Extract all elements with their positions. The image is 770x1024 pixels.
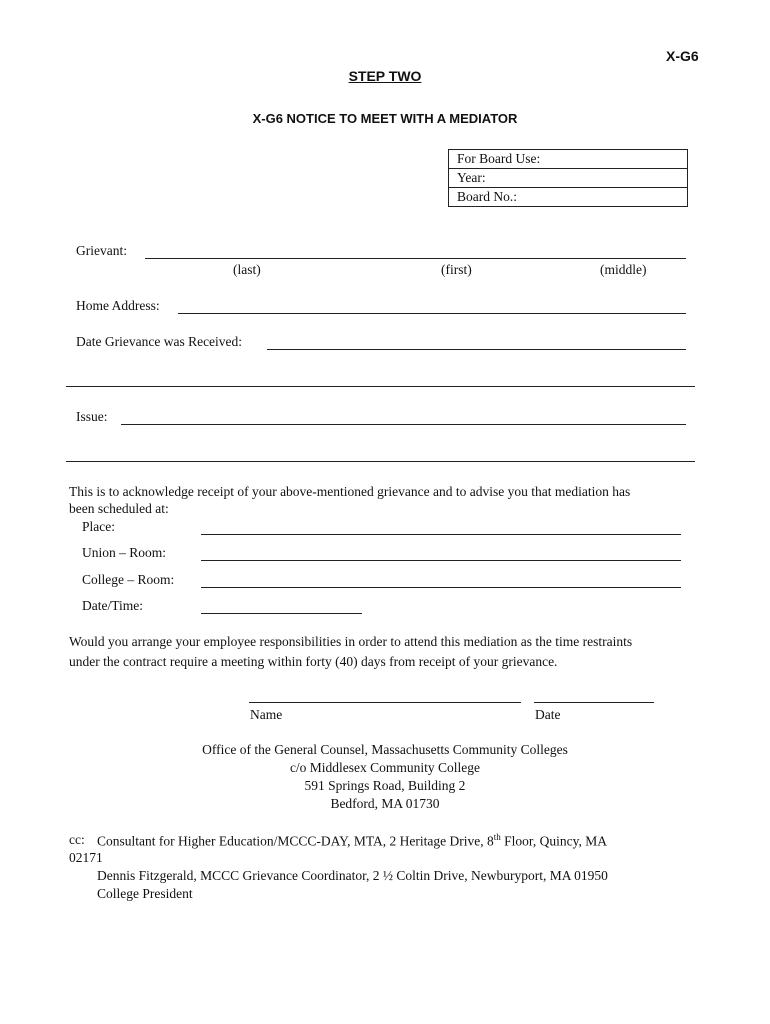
union-room-input-line[interactable]: [201, 560, 681, 561]
cc-line-1-cont: 02171: [69, 850, 103, 865]
name-signature-line[interactable]: [249, 702, 521, 703]
cc-label: cc:: [69, 832, 85, 847]
place-label: Place:: [82, 519, 115, 534]
section-divider: [66, 386, 695, 387]
office-line-1: Office of the General Counsel, Massachusetts Community Colleges: [202, 742, 568, 757]
board-number-field[interactable]: Board No.:: [457, 189, 517, 204]
date-time-input-line[interactable]: [201, 613, 362, 614]
date-received-input-line[interactable]: [267, 349, 686, 350]
arrange-text: Would you arrange your employee responsibilities in order to attend this mediation as the time restraints: [69, 634, 633, 649]
college-room-label: College – Room:: [82, 572, 175, 587]
grievant-input-line[interactable]: [145, 258, 686, 259]
office-line-3: 591 Springs Road, Building 2: [304, 778, 466, 793]
college-room-input-line[interactable]: [201, 587, 681, 588]
office-line-4: Bedford, MA 01730: [330, 796, 440, 811]
union-room-label: Union – Room:: [82, 545, 167, 560]
board-use-label: For Board Use:: [449, 150, 687, 169]
date-signature-line[interactable]: [534, 702, 654, 703]
cc-line-3: College President: [97, 886, 193, 901]
form-code: X-G6: [666, 48, 699, 64]
grievant-first-caption: (first): [441, 262, 472, 277]
grievant-label: Grievant:: [76, 243, 127, 258]
section-divider: [66, 461, 695, 462]
name-caption: Name: [250, 707, 283, 722]
date-time-label: Date/Time:: [82, 598, 144, 613]
issue-input-line[interactable]: [121, 424, 686, 425]
office-line-2: c/o Middlesex Community College: [289, 760, 481, 775]
date-caption: Date: [535, 707, 561, 722]
date-received-label: Date Grievance was Received:: [76, 334, 243, 349]
home-address-label: Home Address:: [76, 298, 160, 313]
issue-label: Issue:: [76, 409, 108, 424]
arrange-text-cont: under the contract require a meeting within forty (40) days from receipt of your grievance.: [69, 654, 558, 669]
grievant-middle-caption: (middle): [600, 262, 647, 277]
cc-line-1: Consultant for Higher Education/MCCC-DAY, MTA, 2 Heritage Drive, 8th Floor, Quincy, MA: [97, 832, 607, 849]
home-address-input-line[interactable]: [178, 313, 686, 314]
board-use-box: [448, 149, 688, 207]
page-title: X-G6 NOTICE TO MEET WITH A MEDIATOR: [252, 111, 518, 126]
acknowledge-text-cont: been scheduled at:: [69, 501, 169, 516]
grievant-last-caption: (last): [233, 262, 261, 277]
board-year-field[interactable]: Year:: [449, 169, 687, 188]
cc-line-2: Dennis Fitzgerald, MCCC Grievance Coordinator, 2 ½ Coltin Drive, Newburyport, MA 01950: [97, 868, 608, 883]
step-title: STEP TWO: [348, 68, 422, 84]
place-input-line[interactable]: [201, 534, 681, 535]
acknowledge-text: This is to acknowledge receipt of your above-mentioned grievance and to advise you that mediation has: [69, 484, 631, 499]
